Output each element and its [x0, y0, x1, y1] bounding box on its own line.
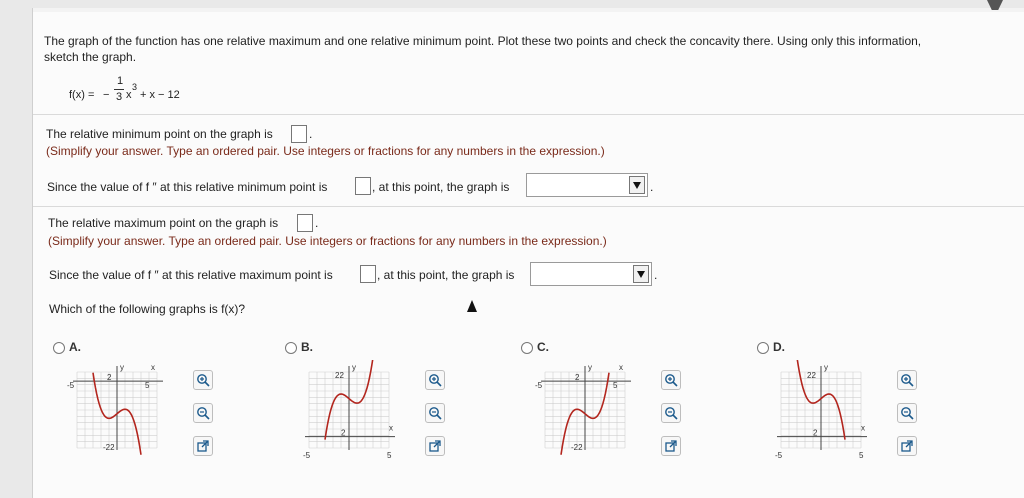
option-label: C.: [537, 340, 549, 354]
max-point-hint: (Simplify your answer. Type an ordered pair. Use integers or fractions for any numbers in the expression.): [48, 234, 607, 248]
zoom-out-icon[interactable]: [425, 403, 445, 423]
zoom-in-icon[interactable]: [193, 370, 213, 390]
option-label: A.: [69, 340, 81, 354]
tick-label-bottom: -22: [571, 443, 583, 452]
tick-label-left: -5: [67, 381, 75, 391]
fraction-numerator: 1: [117, 75, 124, 87]
tick-label-right: 5: [613, 381, 618, 391]
option-radio[interactable]: [757, 342, 769, 354]
tick-label-left: -5: [775, 451, 783, 460]
zoom-out-icon[interactable]: [661, 403, 681, 423]
tick-label-left: -5: [535, 381, 543, 391]
tick-label-right: 5: [859, 451, 864, 460]
option-graph: [295, 360, 403, 460]
min-fpp-input[interactable]: [355, 177, 371, 195]
tick-label-top: 22: [335, 371, 344, 380]
min-concavity-mid: , at this point, the graph is: [372, 180, 510, 194]
min-concavity-select[interactable]: [526, 173, 648, 197]
question-text-line-1: The graph of the function has one relative maximum and one relative minimum point. Plot these two points and check the concavity there. Using only this information,: [44, 34, 922, 48]
question-panel: [32, 8, 1024, 498]
function-rest: + x − 12: [140, 89, 180, 101]
popout-icon[interactable]: [661, 436, 681, 456]
tick-label-top: 2: [107, 373, 112, 383]
axis-label-x: x: [619, 363, 623, 372]
axis-label-x: x: [389, 423, 393, 433]
zoom-in-icon[interactable]: [661, 370, 681, 390]
tick-label-bottom: 2: [341, 428, 346, 438]
fraction-denominator: 3: [116, 91, 123, 103]
option-graph: [531, 360, 639, 460]
axis-label-x: x: [151, 363, 155, 372]
min-point-period: .: [309, 127, 313, 141]
tick-label-right: 5: [145, 381, 150, 391]
option-radio[interactable]: [285, 342, 297, 354]
min-point-hint: (Simplify your answer. Type an ordered pair. Use integers or fractions for any numbers in the expression.): [46, 144, 605, 158]
fraction-bar: [114, 89, 124, 90]
option-radio[interactable]: [53, 342, 65, 354]
tick-label-bottom: 2: [813, 428, 818, 438]
tick-label-right: 5: [387, 451, 392, 460]
question-text-line-2: sketch the graph.: [44, 50, 137, 64]
popout-icon[interactable]: [425, 436, 445, 456]
chevron-down-icon[interactable]: [633, 265, 649, 283]
function-variable: x: [126, 89, 132, 101]
min-concavity-prompt: Since the value of f ″ at this relative minimum point is: [47, 180, 328, 194]
tick-label-top: 2: [575, 373, 580, 383]
option-label: D.: [773, 340, 785, 354]
max-point-prompt: The relative maximum point on the graph is: [48, 216, 279, 230]
zoom-out-icon[interactable]: [193, 403, 213, 423]
tick-label-bottom: -22: [103, 443, 115, 452]
option-graph: [767, 360, 875, 460]
popout-icon[interactable]: [193, 436, 213, 456]
function-exponent: 3: [132, 82, 138, 92]
max-point-period: .: [315, 216, 319, 230]
choice-question: Which of the following graphs is f(x)?: [49, 302, 246, 316]
axis-label-y: y: [588, 363, 592, 372]
max-concavity-period: .: [654, 268, 658, 282]
max-fpp-input[interactable]: [360, 265, 376, 283]
zoom-out-icon[interactable]: [897, 403, 917, 423]
max-concavity-prompt: Since the value of f ″ at this relative maximum point is: [49, 268, 333, 282]
option-radio[interactable]: [521, 342, 533, 354]
tick-label-left: -5: [303, 451, 311, 460]
divider: [33, 206, 1024, 207]
axis-label-y: y: [352, 363, 356, 372]
zoom-in-icon[interactable]: [425, 370, 445, 390]
min-concavity-period: .: [650, 180, 654, 194]
min-point-prompt: The relative minimum point on the graph is: [46, 127, 273, 141]
min-point-input[interactable]: [291, 125, 307, 143]
top-bar: [33, 8, 1024, 12]
axis-label-x: x: [861, 423, 865, 433]
max-concavity-mid: , at this point, the graph is: [377, 268, 515, 282]
chevron-down-icon[interactable]: [629, 176, 645, 194]
popout-icon[interactable]: [897, 436, 917, 456]
axis-label-y: y: [824, 363, 828, 372]
divider: [33, 114, 1024, 115]
option-label: B.: [301, 340, 313, 354]
axis-label-y: y: [120, 363, 124, 372]
function-lhs: f(x) =: [69, 89, 95, 101]
zoom-in-icon[interactable]: [897, 370, 917, 390]
max-concavity-select[interactable]: [530, 262, 652, 286]
option-graph: [63, 360, 171, 460]
mouse-cursor-icon: [467, 300, 477, 312]
tick-label-top: 22: [807, 371, 816, 380]
function-sign: −: [103, 89, 110, 101]
max-point-input[interactable]: [297, 214, 313, 232]
